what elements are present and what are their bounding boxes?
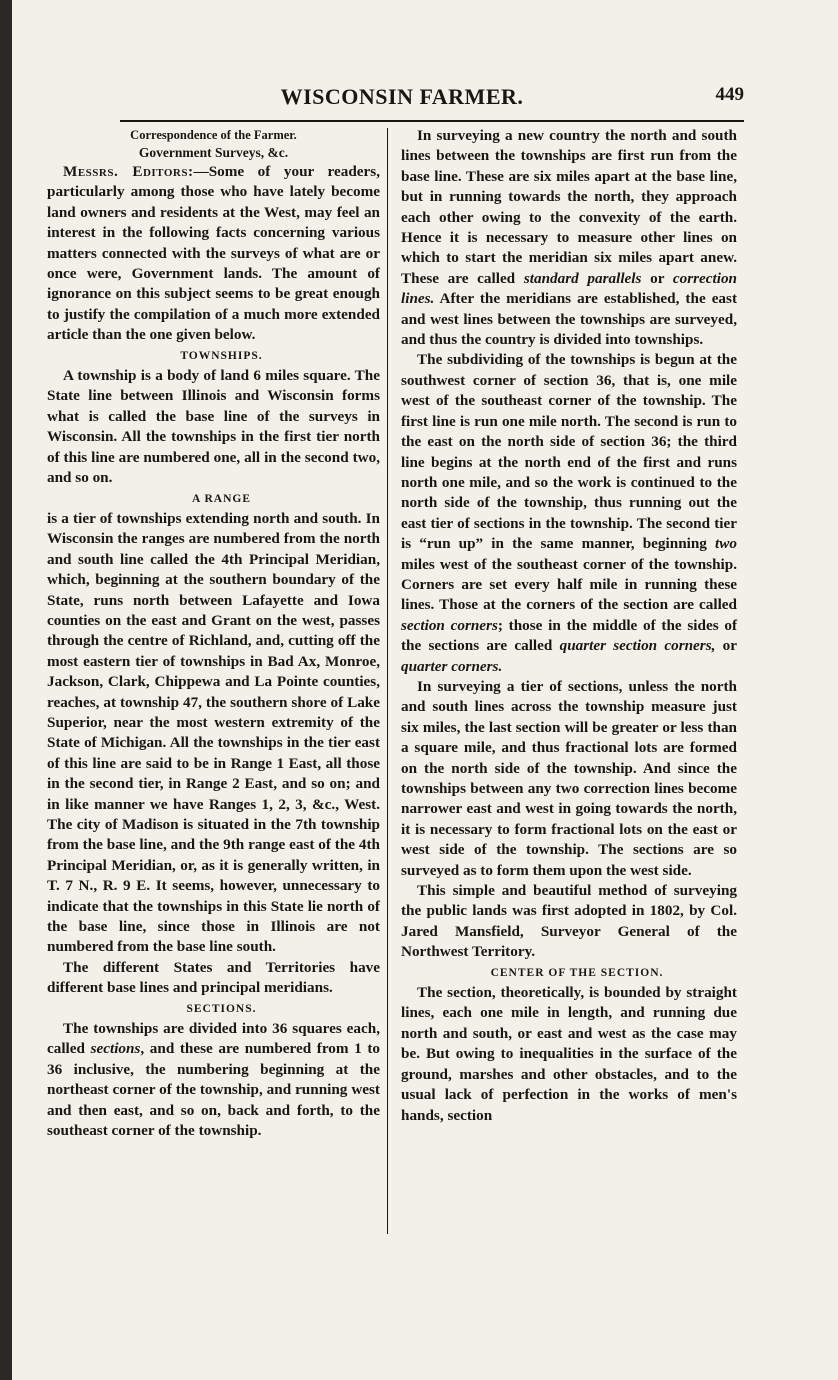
running-title: WISCONSIN FARMER.	[280, 84, 524, 109]
method-paragraph: This simple and beautiful method of surveying the public lands was first adopted in 1802, by Col. Jared Mansfield, Surveyor General of the Northwest Territory.	[401, 882, 737, 961]
intro-paragraph	[47, 162, 380, 346]
header-rule	[120, 120, 744, 122]
column-divider	[387, 128, 388, 1234]
sections-text-b: , and these are numbered from 1 to 36 inclusive, the numbering beginning at the northeast corner of the township, and running west and then east, and so on, back and forth, to the southeast corner of the township.	[47, 1040, 380, 1140]
correction-lines-term: correction lines.	[401, 269, 738, 308]
right-column	[401, 126, 737, 1126]
sections-heading: SECTIONS.	[186, 1002, 257, 1015]
intro-text: —Some of your readers, particularly among those who have lately become land owners and residents at the West, may feel an interest in the following facts concerning various matters connected with the surveys of what are or once were, Government lands. The amount of ignorance on this subject seems to be great enough to justify the compilation of a much more extended article than the one given below.	[47, 163, 380, 344]
correspondence-heading: Correspondence of the Farmer.	[130, 128, 297, 142]
p2-text-d: or	[715, 637, 737, 655]
p1-text-a: In surveying a new country the north and south lines between the townships are first run from the base line. These are six miles apart at the base line, but in running towards the north, they approach each other owing to the convexity of the earth. Hence it is necessary to measure other lines on which to start the meridian six miles apart anew. These are called	[401, 127, 737, 287]
townships-heading: TOWNSHIPS.	[180, 349, 263, 362]
sections-term: sections	[90, 1040, 141, 1058]
section-bounds-paragraph: The section, theoretically, is bounded by straight lines, each one mile in length, and running due north and south, or east and west as the case may be. But owing to inequalities in the surface of the ground, marshes and other obstacles, and to the usual lack of perfection in the works of men's hands, section	[401, 984, 737, 1124]
page-number: 449	[715, 84, 744, 105]
left-column	[47, 126, 380, 1142]
surveying-paragraph	[401, 126, 737, 350]
p1-text-c: After the meridians are established, the east and west lines between the townships are surveyed, and thus the country is divided into townships.	[401, 290, 737, 349]
salutation: Messrs. Editors:	[63, 163, 194, 180]
townships-paragraph: A township is a body of land 6 miles square. The State line between Illinois and Wisconsin forms what is called the base line of the surveys in Wisconsin. All the townships in the first tier north of this line are numbered one, all in the second two, and so on.	[47, 367, 380, 487]
p2-text-c: ; those in the middle of the sides of the sections are called	[401, 616, 738, 655]
sections-paragraph	[47, 1019, 380, 1141]
center-of-section-heading: CENTER OF THE SECTION.	[490, 966, 664, 979]
p2-text-a: The subdividing of the townships is begun at the southwest corner of section 36, that is, one mile west of the southeast corner of the township. The first line is run one mile north. The second is run to the east on the north side of section 36; the third line begins at the north end of the first and runs north one mile, and so the work is continued to the north side of the township, thus running out the east tier of sections in the township. The second tier is “run up” in the same manner, beginning	[401, 351, 737, 553]
states-paragraph: The different States and Territories have different base lines and principal meridians.	[47, 958, 380, 997]
p1-text-b: or	[641, 269, 673, 287]
two-term: two	[715, 535, 737, 553]
standard-parallels-term: standard parallels	[523, 269, 642, 287]
subdividing-paragraph	[401, 350, 737, 677]
quarter-section-corners-term: quarter section corners,	[559, 637, 716, 655]
sections-text-a: The townships are divided into 36 squares each, called	[47, 1020, 380, 1058]
p2-text-b: miles west of the southeast corner of the township. Corners are set every half mile in running these lines. Those at the corners of the section are called	[401, 555, 737, 614]
scan-edge	[0, 0, 12, 1380]
section-corners-term: section corners	[401, 616, 498, 634]
range-heading: A RANGE	[191, 492, 252, 505]
range-paragraph: is a tier of townships extending north and south. In Wisconsin the ranges are numbered from the north and south line called the 4th Principal Meridian, which, beginning at the southern boundary of the State, runs north between Lafayette and Iowa counties on the east and Grant on the west, passes through the centre of Richland, and, cutting off the most eastern tier of townships in Bad Ax, Monroe, Jackson, Clark, Chippewa and La Pointe counties, reaches, at township 47, the southern shore of Lake Superior, near the most western extremity of the State of Michigan. All the townships in the tier east of this line are said to be in Range 1 East, all those in the second tier, in Range 2 East, and so on; and in like manner we have Ranges 1, 2, 3, &c., West. The city of Madison is situated in the 7th township from the base line, and the 9th range east of the 4th Principal Meridian, or, as it is generally written, in T. 7 N., R. 9 E. It seems, however, unnecessary to indicate that the townships in this State lie north of the base line, since those in Illinois are not numbered from the base line south.	[47, 509, 380, 956]
quarter-corners-term: quarter corners.	[401, 657, 503, 675]
article-subject: Government Surveys, &c.	[138, 145, 289, 160]
tier-paragraph: In surveying a tier of sections, unless the north and south lines across the township measure just six miles, the last section will be greater or less than a square mile, and thus fractional lots are formed on the north side of the township. And since the townships between any two correction lines become narrower east and west in going towards the north, it is necessary to form fractional lots on the east or west side of the township. The sections are so surveyed as to form them upon the west side.	[401, 677, 737, 879]
